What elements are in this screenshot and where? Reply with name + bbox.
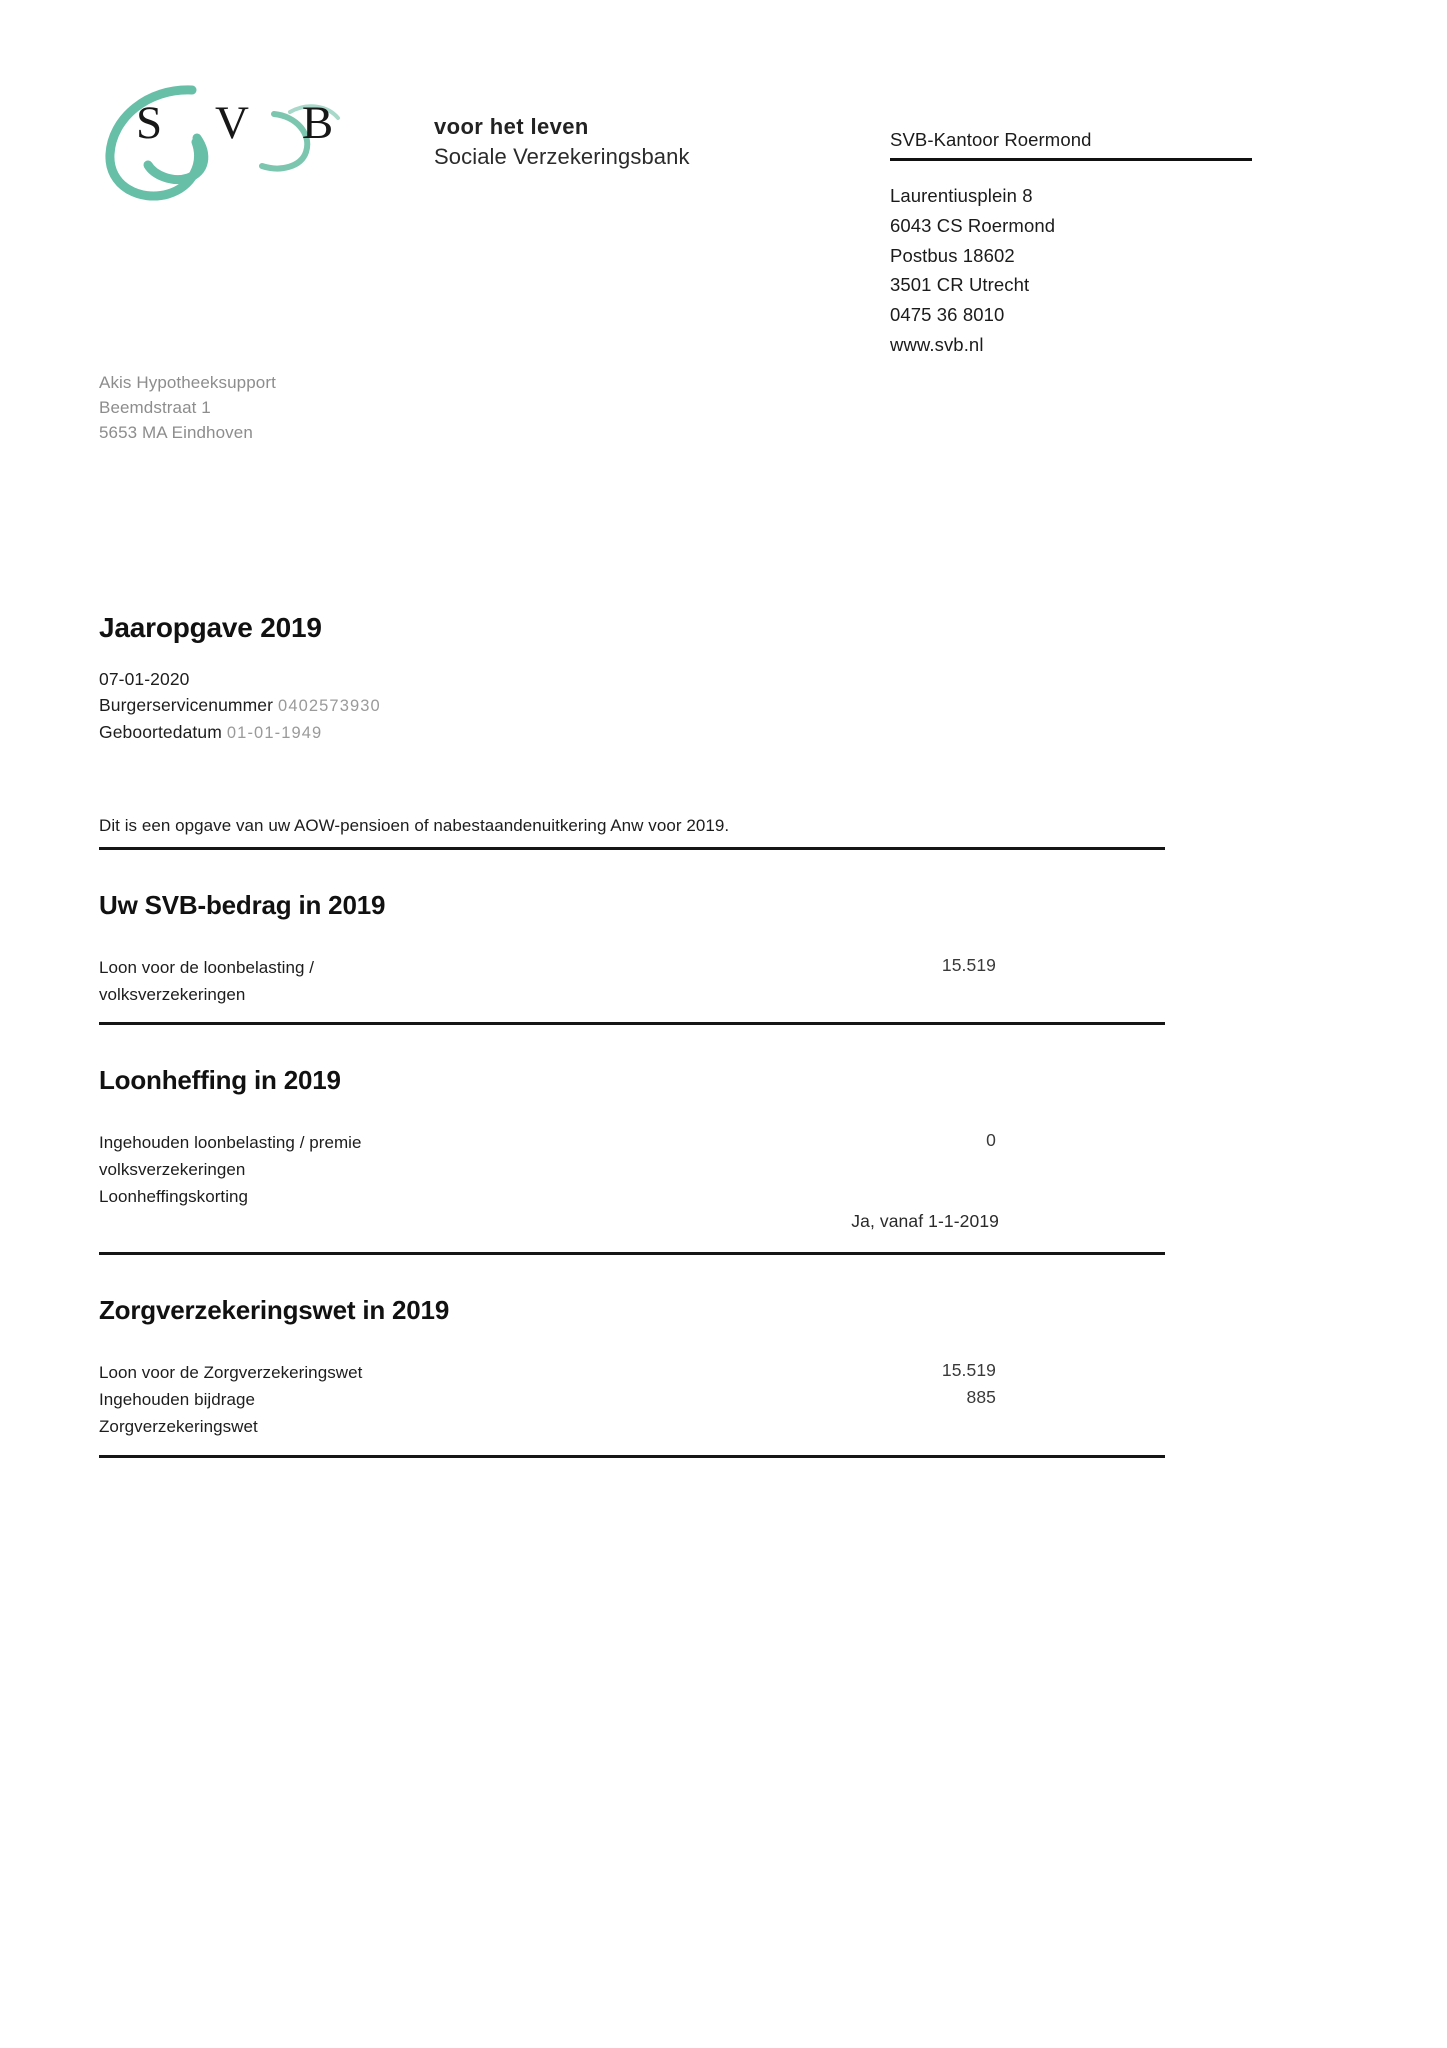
recipient-name: Akis Hypotheeksupport <box>99 373 276 392</box>
intro-text: Dit is een opgave van uw AOW-pensioen of nabestaandenuitkering Anw voor 2019. <box>99 815 730 835</box>
row-label-wrap <box>99 1184 1165 1211</box>
bsn-row <box>99 692 1165 719</box>
table-row <box>99 1387 1165 1441</box>
office-address-line: Postbus 18602 <box>890 244 1015 266</box>
row-label-line1: Loonheffingskorting <box>99 1187 249 1207</box>
office-phone: 0475 36 8010 <box>890 304 1005 326</box>
row-value: Ja, vanaf 1-1-2019 <box>851 1211 999 1232</box>
table-row <box>99 1184 1165 1238</box>
office-address-line: 6043 CS Roermond <box>890 214 1056 236</box>
brand-tagline <box>434 112 764 172</box>
recipient-address-block <box>99 370 559 445</box>
table-row <box>99 1130 1165 1184</box>
document-date: 07-01-2020 <box>99 669 190 689</box>
document-body <box>99 612 1165 1458</box>
recipient-city: 5653 MA Eindhoven <box>99 423 253 443</box>
row-value: 15.519 <box>941 1360 996 1381</box>
birthdate-value: 01-01-1949 <box>226 724 323 742</box>
page-title: Jaaropgave 2019 <box>99 612 322 643</box>
office-address-block <box>890 128 1270 360</box>
row-value: 0 <box>986 1130 996 1151</box>
office-divider <box>890 158 1252 161</box>
svb-logo <box>96 72 690 202</box>
row-label <box>99 1184 248 1211</box>
row-label-line2: Zorgverzekeringswet <box>99 1416 258 1436</box>
office-title: SVB-Kantoor Roermond <box>890 129 1092 150</box>
bsn-label: Burgerservicenummer <box>99 695 274 716</box>
office-website: www.svb.nl <box>890 333 984 355</box>
section-loonheffing <box>99 1065 1165 1255</box>
section-heading: Loonheffing in 2019 <box>99 1065 341 1096</box>
birthdate-row <box>99 719 1165 746</box>
section-heading: Zorgverzekeringswet in 2019 <box>99 1295 450 1326</box>
row-label-line2: volksverzekeringen <box>99 1160 246 1180</box>
tagline-primary: voor het leven <box>434 114 589 139</box>
row-label-line1: Ingehouden loonbelasting / premie <box>99 1133 362 1153</box>
row-label-line1: Loon voor de loonbelasting / <box>99 957 315 977</box>
birthdate-label: Geboortedatum <box>99 722 222 742</box>
section-heading: Uw SVB-bedrag in 2019 <box>99 889 386 920</box>
row-label-line1: Ingehouden bijdrage <box>99 1389 255 1409</box>
section-divider <box>99 1455 1165 1458</box>
row-label-line2: volksverzekeringen <box>99 984 246 1004</box>
tagline-secondary: Sociale Verzekeringsbank <box>434 143 690 169</box>
bsn-value: 0402573930 <box>278 697 381 716</box>
table-row <box>99 955 1165 1009</box>
table-row <box>99 1360 1165 1387</box>
row-value: 885 <box>966 1386 996 1407</box>
section-divider <box>99 1022 1165 1025</box>
recipient-street: Beemdstraat 1 <box>99 398 211 418</box>
row-label-line1: Loon voor de Zorgverzekeringswet <box>99 1363 363 1383</box>
section-zorgverzekeringswet <box>99 1295 1165 1458</box>
intro-divider <box>99 847 1165 850</box>
section-svb-bedrag <box>99 890 1165 1026</box>
svb-logo-letters: S V B <box>136 97 355 149</box>
section-divider <box>99 1252 1165 1255</box>
office-address-line: 3501 CR Utrecht <box>890 274 1030 296</box>
row-value: 15.519 <box>941 954 996 975</box>
office-address-line: Laurentiusplein 8 <box>890 185 1033 207</box>
